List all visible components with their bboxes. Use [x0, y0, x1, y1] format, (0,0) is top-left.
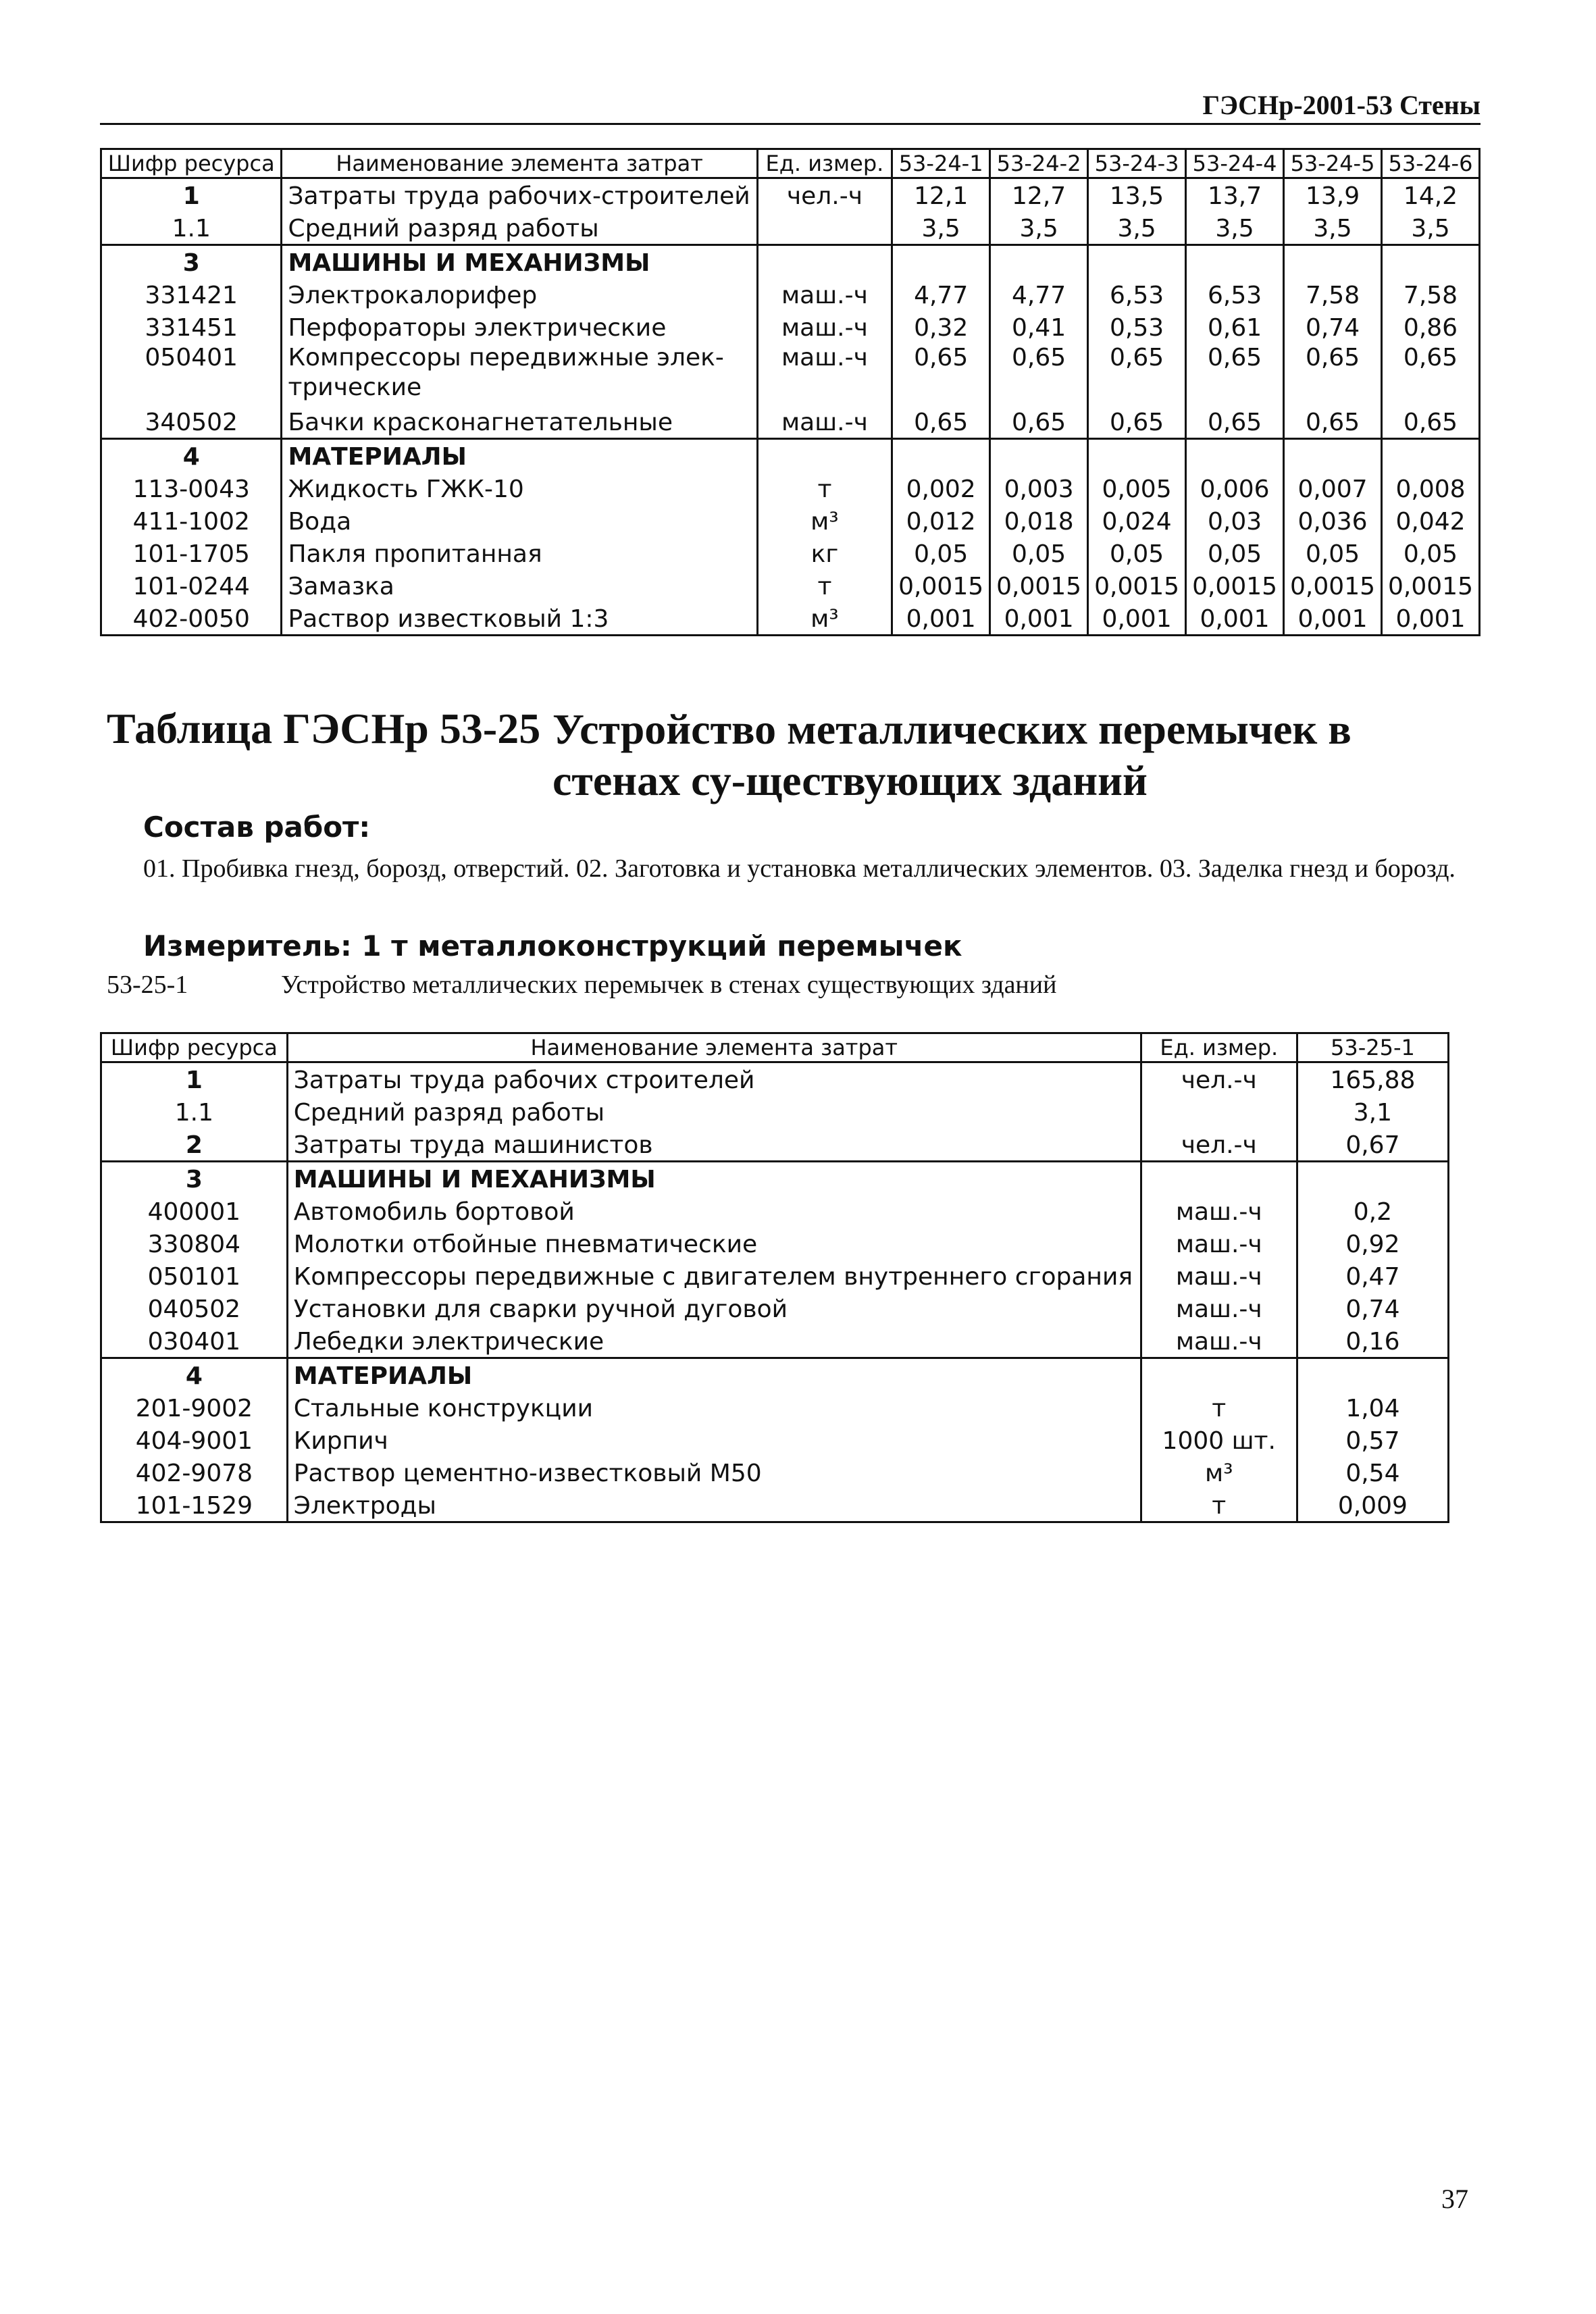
- norm-value: 0,001: [1186, 602, 1284, 636]
- norm-value: 0,05: [1284, 537, 1382, 569]
- column-header: Наименование элемента затрат: [287, 1033, 1141, 1062]
- norm-value: 0,042: [1382, 505, 1480, 537]
- resource-code: 113-0043: [101, 472, 282, 505]
- norm-value: 0,0015: [1088, 569, 1186, 602]
- resource-name: Затраты труда рабочих строителей: [287, 1062, 1141, 1096]
- norm-value: 6,53: [1186, 278, 1284, 311]
- resource-unit: маш.-ч: [1141, 1195, 1297, 1227]
- table-row: [101, 1195, 1449, 1227]
- norm-value: [1088, 245, 1186, 279]
- resource-table-53-25: [100, 1032, 1449, 1523]
- resource-code: 1.1: [101, 1096, 288, 1128]
- resource-name: Лебедки электрические: [287, 1325, 1141, 1358]
- resource-name: Затраты труда машинистов: [287, 1128, 1141, 1162]
- norm-value: 0,0015: [990, 569, 1088, 602]
- resource-unit: т: [757, 569, 892, 602]
- norm-value: 0,018: [990, 505, 1088, 537]
- norm-value: 0,03: [1186, 505, 1284, 537]
- table-row: [101, 1489, 1449, 1522]
- resource-unit: кг: [757, 537, 892, 569]
- table-row: [101, 1128, 1449, 1162]
- resource-name: Раствор цементно-известковый М50: [287, 1456, 1141, 1489]
- resource-unit: маш.-ч: [757, 343, 892, 405]
- resource-code: 1: [101, 178, 282, 212]
- norm-value: 3,5: [1284, 211, 1382, 245]
- column-header: Шифр ресурса: [101, 149, 282, 178]
- resource-unit: 1000 шт.: [1141, 1424, 1297, 1456]
- norm-value: 0,74: [1297, 1292, 1448, 1325]
- resource-table-53-24: [100, 148, 1481, 636]
- norm-value: 3,5: [892, 211, 990, 245]
- resource-code: 101-1705: [101, 537, 282, 569]
- norm-value: 0,65: [1382, 405, 1480, 439]
- norm-value: 0,001: [1284, 602, 1382, 636]
- norm-value: 0,003: [990, 472, 1088, 505]
- resource-unit: маш.-ч: [1141, 1227, 1297, 1260]
- table-row: [101, 178, 1480, 212]
- resource-code: 4: [101, 1358, 288, 1392]
- resource-name: Замазка: [282, 569, 757, 602]
- resource-unit: [1141, 1096, 1297, 1128]
- norm-value: 0,0015: [1382, 569, 1480, 602]
- norm-value: 0,61: [1186, 311, 1284, 343]
- norm-value: 0,65: [1284, 343, 1382, 405]
- norm-value: [1297, 1358, 1448, 1392]
- norm-value: 0,002: [892, 472, 990, 505]
- resource-name: Средний разряд работы: [287, 1096, 1141, 1128]
- resource-unit: чел.-ч: [757, 178, 892, 212]
- norm-value: 165,88: [1297, 1062, 1448, 1096]
- norm-value: 0,65: [1284, 405, 1382, 439]
- norm-value: 0,65: [892, 343, 990, 405]
- table-row: [101, 245, 1480, 279]
- norm-value: 13,7: [1186, 178, 1284, 212]
- resource-unit: [1141, 1358, 1297, 1392]
- table-title: Устройство металлических перемычек в стенах су-ществующих зданий: [552, 705, 1352, 804]
- column-header: 53-24-1: [892, 149, 990, 178]
- table-row: [101, 1456, 1449, 1489]
- norm-value: 0,92: [1297, 1227, 1448, 1260]
- table-header-row: [101, 149, 1480, 178]
- norm-value: 0,001: [1382, 602, 1480, 636]
- norm-value: 0,008: [1382, 472, 1480, 505]
- resource-name: МАШИНЫ И МЕХАНИЗМЫ: [287, 1162, 1141, 1195]
- resource-name: Компрессоры передвижные с двигателем внутреннего сгорания: [287, 1260, 1141, 1292]
- norm-value: 0,05: [892, 537, 990, 569]
- norm-value: 1,04: [1297, 1391, 1448, 1424]
- table-row: [101, 311, 1480, 343]
- norm-value: 0,05: [1382, 537, 1480, 569]
- norm-value: 4,77: [990, 278, 1088, 311]
- resource-code: 411-1002: [101, 505, 282, 537]
- norm-value: 0,16: [1297, 1325, 1448, 1358]
- norm-value: 3,1: [1297, 1096, 1448, 1128]
- resource-name: Раствор известковый 1:3: [282, 602, 757, 636]
- norm-value: 0,65: [990, 343, 1088, 405]
- resource-unit: [757, 211, 892, 245]
- norm-value: 0,001: [990, 602, 1088, 636]
- resource-unit: м³: [1141, 1456, 1297, 1489]
- resource-name: Автомобиль бортовой: [287, 1195, 1141, 1227]
- norm-value: 3,5: [1088, 211, 1186, 245]
- norm-value: 0,024: [1088, 505, 1186, 537]
- resource-code: 030401: [101, 1325, 288, 1358]
- norm-value: 0,57: [1297, 1424, 1448, 1456]
- resource-name: Средний разряд работы: [282, 211, 757, 245]
- resource-unit: маш.-ч: [1141, 1260, 1297, 1292]
- resource-code: 050101: [101, 1260, 288, 1292]
- norm-value: 4,77: [892, 278, 990, 311]
- norm-value: 13,5: [1088, 178, 1186, 212]
- norm-code: 53-25-1: [107, 971, 188, 999]
- table-row: [101, 439, 1480, 473]
- norm-value: 0,41: [990, 311, 1088, 343]
- table-row: [101, 211, 1480, 245]
- norm-value: 0,65: [1382, 343, 1480, 405]
- resource-unit: т: [1141, 1391, 1297, 1424]
- norm-value: 0,05: [1186, 537, 1284, 569]
- table-row: [101, 1292, 1449, 1325]
- norm-value: [1186, 439, 1284, 473]
- norm-value: 13,9: [1284, 178, 1382, 212]
- resource-name: Установки для сварки ручной дуговой: [287, 1292, 1141, 1325]
- norm-value: 3,5: [1186, 211, 1284, 245]
- norm-value: 0,036: [1284, 505, 1382, 537]
- norm-value: 0,47: [1297, 1260, 1448, 1292]
- norm-value: 12,1: [892, 178, 990, 212]
- norm-value: 0,74: [1284, 311, 1382, 343]
- table-row: [101, 1227, 1449, 1260]
- norm-value: 0,001: [892, 602, 990, 636]
- resource-name: Пакля пропитанная: [282, 537, 757, 569]
- norm-value: 0,65: [1088, 405, 1186, 439]
- norm-value: 0,012: [892, 505, 990, 537]
- page-number: 37: [1441, 2184, 1468, 2214]
- resource-code: 201-9002: [101, 1391, 288, 1424]
- resource-name: Электрокалорифер: [282, 278, 757, 311]
- norm-value: 0,86: [1382, 311, 1480, 343]
- operations-text: 01. Пробивка гнезд, борозд, отверстий. 02. Заготовка и установка металлических элементов. 03. Заделка гнезд и борозд.: [143, 854, 1456, 883]
- norm-value: 0,54: [1297, 1456, 1448, 1489]
- resource-unit: маш.-ч: [757, 311, 892, 343]
- resource-code: 331451: [101, 311, 282, 343]
- norm-value: 0,009: [1297, 1489, 1448, 1522]
- resource-unit: [757, 245, 892, 279]
- resource-name: Перфораторы электрические: [282, 311, 757, 343]
- resource-code: 1.1: [101, 211, 282, 245]
- column-header: 53-24-4: [1186, 149, 1284, 178]
- norm-value: [1382, 439, 1480, 473]
- table-row: [101, 343, 1480, 405]
- norm-value: 0,67: [1297, 1128, 1448, 1162]
- column-header: 53-24-3: [1088, 149, 1186, 178]
- resource-code: 050401: [101, 343, 282, 405]
- norm-value: 0,53: [1088, 311, 1186, 343]
- norm-value: 0,006: [1186, 472, 1284, 505]
- norm-value: 0,65: [1088, 343, 1186, 405]
- resource-unit: маш.-ч: [757, 278, 892, 311]
- resource-name: Компрессоры передвижные элек-трические: [282, 343, 757, 405]
- table-row: [101, 1162, 1449, 1195]
- table-row: [101, 1325, 1449, 1358]
- table-row: [101, 602, 1480, 636]
- norm-value: 14,2: [1382, 178, 1480, 212]
- table-row: [101, 537, 1480, 569]
- norm-value: 3,5: [990, 211, 1088, 245]
- table-row: [101, 1260, 1449, 1292]
- norm-name: Устройство металлических перемычек в стенах существующих зданий: [281, 971, 1057, 999]
- table-row: [101, 472, 1480, 505]
- resource-unit: м³: [757, 505, 892, 537]
- norm-value: 12,7: [990, 178, 1088, 212]
- norm-value: 0,0015: [892, 569, 990, 602]
- resource-name: Электроды: [287, 1489, 1141, 1522]
- resource-code: 3: [101, 1162, 288, 1195]
- column-header: 53-24-5: [1284, 149, 1382, 178]
- table-header-row: [101, 1033, 1449, 1062]
- resource-unit: чел.-ч: [1141, 1062, 1297, 1096]
- norm-value: 3,5: [1382, 211, 1480, 245]
- column-header: 53-25-1: [1297, 1033, 1448, 1062]
- column-header: Ед. измер.: [1141, 1033, 1297, 1062]
- norm-value: 0,32: [892, 311, 990, 343]
- resource-unit: [1141, 1162, 1297, 1195]
- column-header: 53-24-2: [990, 149, 1088, 178]
- resource-unit: т: [757, 472, 892, 505]
- norm-value: 0,007: [1284, 472, 1382, 505]
- table-row: [101, 1424, 1449, 1456]
- norm-value: [892, 439, 990, 473]
- norm-value: 0,0015: [1186, 569, 1284, 602]
- resource-code: 402-9078: [101, 1456, 288, 1489]
- norm-value: [1186, 245, 1284, 279]
- resource-name: МАТЕРИАЛЫ: [287, 1358, 1141, 1392]
- resource-unit: [757, 439, 892, 473]
- resource-code: 040502: [101, 1292, 288, 1325]
- resource-code: 331421: [101, 278, 282, 311]
- resource-code: 400001: [101, 1195, 288, 1227]
- norm-value: [1088, 439, 1186, 473]
- resource-code: 4: [101, 439, 282, 473]
- resource-code: 402-0050: [101, 602, 282, 636]
- running-header-text: ГЭСНр-2001-53 Стены: [1202, 90, 1481, 120]
- norm-value: 7,58: [1284, 278, 1382, 311]
- resource-name: Затраты труда рабочих-строителей: [282, 178, 757, 212]
- table-row: [101, 1062, 1449, 1096]
- norm-value: 0,2: [1297, 1195, 1448, 1227]
- resource-unit: т: [1141, 1489, 1297, 1522]
- norm-value: [990, 245, 1088, 279]
- resource-unit: маш.-ч: [1141, 1292, 1297, 1325]
- resource-code: 2: [101, 1128, 288, 1162]
- resource-name: Молотки отбойные пневматические: [287, 1227, 1141, 1260]
- norm-value: 0,05: [990, 537, 1088, 569]
- resource-unit: маш.-ч: [757, 405, 892, 439]
- column-header: 53-24-6: [1382, 149, 1480, 178]
- table-row: [101, 405, 1480, 439]
- norm-value: 0,001: [1088, 602, 1186, 636]
- resource-code: 101-1529: [101, 1489, 288, 1522]
- column-header: Ед. измер.: [757, 149, 892, 178]
- norm-value: [1284, 439, 1382, 473]
- resource-name: МАШИНЫ И МЕХАНИЗМЫ: [282, 245, 757, 279]
- running-header: [100, 89, 1481, 125]
- norm-value: [1297, 1162, 1448, 1195]
- norm-value: 0,65: [1186, 343, 1284, 405]
- resource-unit: м³: [757, 602, 892, 636]
- norm-value: 6,53: [1088, 278, 1186, 311]
- resource-unit: маш.-ч: [1141, 1325, 1297, 1358]
- norm-value: 0,005: [1088, 472, 1186, 505]
- table-number: Таблица ГЭСНр 53-25: [107, 704, 541, 752]
- table-row: [101, 569, 1480, 602]
- norm-value: 7,58: [1382, 278, 1480, 311]
- norm-value: 0,65: [892, 405, 990, 439]
- resource-name: Жидкость ГЖК-10: [282, 472, 757, 505]
- table-row: [101, 1358, 1449, 1392]
- resource-code: 404-9001: [101, 1424, 288, 1456]
- norm-value: [1382, 245, 1480, 279]
- table-row: [101, 505, 1480, 537]
- meter-label: Измеритель: 1 т металлоконструкций перемычек: [143, 929, 962, 962]
- norm-value: 0,0015: [1284, 569, 1382, 602]
- table-row: [101, 1391, 1449, 1424]
- resource-unit: чел.-ч: [1141, 1128, 1297, 1162]
- resource-name: Бачки красконагнетательные: [282, 405, 757, 439]
- column-header: Наименование элемента затрат: [282, 149, 757, 178]
- composition-label: Состав работ:: [143, 811, 371, 844]
- resource-name: МАТЕРИАЛЫ: [282, 439, 757, 473]
- norm-value: 0,05: [1088, 537, 1186, 569]
- resource-code: 330804: [101, 1227, 288, 1260]
- norm-value: [892, 245, 990, 279]
- resource-name: Кирпич: [287, 1424, 1141, 1456]
- resource-code: 3: [101, 245, 282, 279]
- norm-value: 0,65: [990, 405, 1088, 439]
- resource-code: 1: [101, 1062, 288, 1096]
- norm-line: [107, 970, 1056, 1000]
- resource-name: Стальные конструкции: [287, 1391, 1141, 1424]
- resource-code: 101-0244: [101, 569, 282, 602]
- table-row: [101, 1096, 1449, 1128]
- norm-value: 0,65: [1186, 405, 1284, 439]
- table-row: [101, 278, 1480, 311]
- resource-name: Вода: [282, 505, 757, 537]
- column-header: Шифр ресурса: [101, 1033, 288, 1062]
- norm-value: [990, 439, 1088, 473]
- norm-value: [1284, 245, 1382, 279]
- resource-code: 340502: [101, 405, 282, 439]
